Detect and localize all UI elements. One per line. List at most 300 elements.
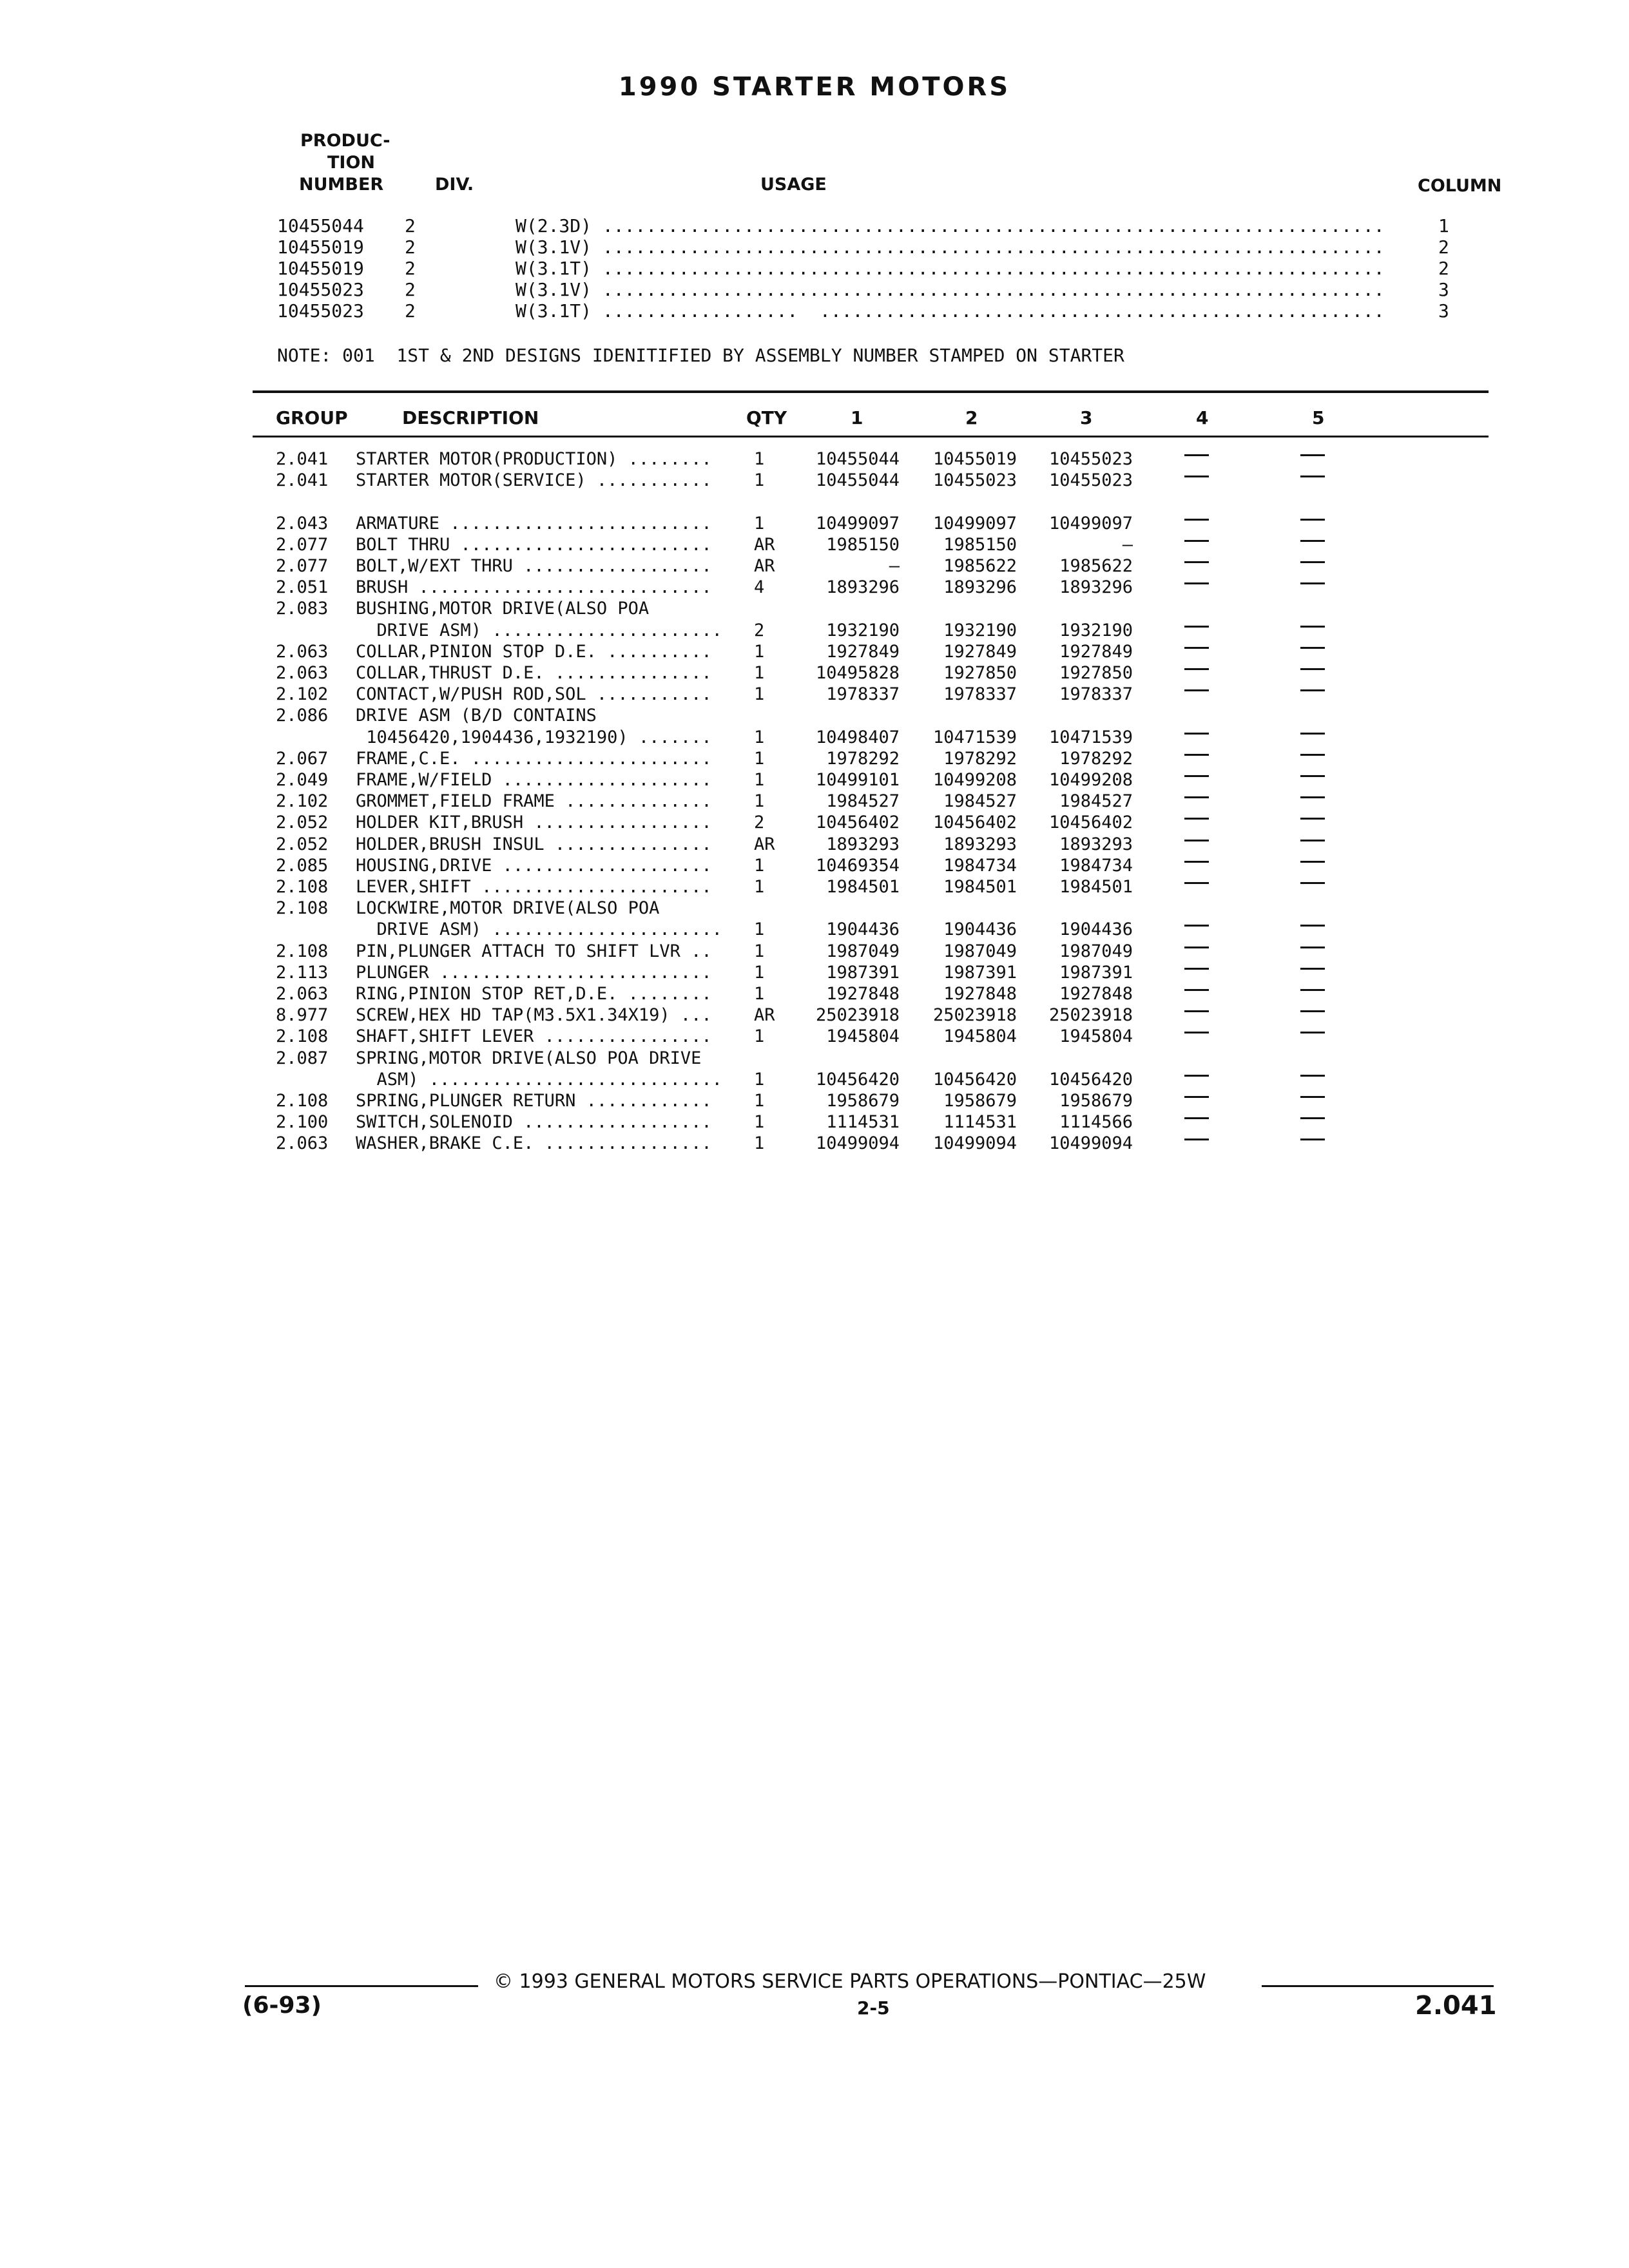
row-col2: 1893296: [943, 577, 1017, 598]
row-description: SPRING,PLUNGER RETURN ............: [356, 1091, 712, 1111]
col4-dash: [1184, 1032, 1209, 1033]
col4-dash: [1184, 647, 1209, 649]
row-description: CONTACT,W/PUSH ROD,SOL ...........: [356, 684, 712, 705]
row-qty: 1: [754, 877, 765, 897]
row-group: 8.977: [276, 1005, 329, 1026]
row-group: 2.052: [276, 812, 329, 833]
row-col2: 1984501: [943, 877, 1017, 897]
production-column: 3: [1438, 300, 1449, 322]
production-column: 3: [1438, 279, 1449, 300]
row-col3: 1987049: [1059, 941, 1133, 961]
col-header-group: GROUP: [276, 407, 348, 428]
row-qty: 1: [754, 449, 765, 469]
col5-dash: [1300, 1096, 1325, 1098]
row-description: GROMMET,FIELD FRAME ..............: [356, 791, 712, 812]
row-col2: 10456402: [932, 812, 1017, 833]
usage-header: USAGE: [760, 175, 827, 195]
row-qty: AR: [754, 834, 775, 854]
row-col1: 10469354: [815, 855, 900, 876]
row-description: HOLDER,BRUSH INSUL ...............: [356, 834, 712, 854]
div-header: DIV.: [435, 175, 474, 195]
row-description: LEVER,SHIFT ......................: [356, 877, 712, 897]
row-description: SWITCH,SOLENOID ..................: [356, 1112, 712, 1133]
row-description: STARTER MOTOR(SERVICE) ...........: [356, 470, 712, 491]
row-group: 2.063: [276, 1133, 329, 1154]
col5-dash: [1300, 689, 1325, 691]
col4-dash: [1184, 454, 1209, 456]
row-col1: 1927848: [826, 984, 900, 1004]
row-qty: 1: [754, 1026, 765, 1047]
row-col1: 1893296: [826, 577, 900, 598]
col4-dash: [1184, 1117, 1209, 1119]
row-description: SCREW,HEX HD TAP(M3.5X1.34X19) ...: [356, 1005, 712, 1026]
row-col2: 1984527: [943, 791, 1017, 812]
col5-dash: [1300, 882, 1325, 884]
table-row: [0, 1070, 1629, 1091]
table-row: [0, 535, 1629, 556]
row-description: DRIVE ASM) ......................: [356, 620, 722, 640]
row-group: 2.113: [276, 962, 329, 983]
production-column: 1: [1438, 215, 1449, 236]
row-description: 10456420,1904436,1932190) .......: [356, 727, 712, 747]
production-div: 2: [405, 279, 416, 300]
row-group: 2.108: [276, 898, 329, 919]
row-col1: 1893293: [826, 834, 900, 854]
col4-dash: [1184, 989, 1209, 991]
row-group: 2.087: [276, 1048, 329, 1068]
row-col3: 10456402: [1048, 812, 1133, 833]
table-row: [0, 1026, 1629, 1048]
row-qty: 1: [754, 1112, 765, 1133]
row-col2: 10456420: [932, 1069, 1017, 1090]
production-usage: W(2.3D) ........................................................................: [516, 215, 1385, 236]
row-col3: 1927850: [1059, 663, 1133, 683]
table-row: [0, 834, 1629, 856]
col4-dash: [1184, 689, 1209, 691]
col4-dash: [1184, 882, 1209, 884]
production-column: 2: [1438, 258, 1449, 279]
col5-dash: [1300, 476, 1325, 477]
row-col3: 1978337: [1059, 684, 1133, 705]
row-description: BUSHING,MOTOR DRIVE(ALSO POA: [356, 599, 650, 619]
row-qty: 2: [754, 620, 765, 640]
row-group: 2.085: [276, 855, 329, 876]
row-description: BOLT,W/EXT THRU ..................: [356, 556, 712, 576]
row-col2: 1987049: [943, 941, 1017, 961]
table-row: [0, 1091, 1629, 1112]
row-qty: 1: [754, 641, 765, 662]
col4-dash: [1184, 668, 1209, 670]
table-row: [0, 642, 1629, 663]
table-row: [0, 449, 1629, 470]
col5-dash: [1300, 925, 1325, 927]
row-col2: 1958679: [943, 1091, 1017, 1111]
col4-dash: [1184, 476, 1209, 477]
row-col1: 10499094: [815, 1133, 900, 1154]
col4-dash: [1184, 818, 1209, 820]
prod-header-line3: NUMBER: [299, 175, 384, 195]
col5-dash: [1300, 1010, 1325, 1012]
col5-dash: [1300, 1075, 1325, 1077]
row-group: 2.077: [276, 556, 329, 576]
col5-dash: [1300, 1117, 1325, 1119]
col-header-3: 3: [1080, 407, 1093, 428]
row-col1: 25023918: [815, 1005, 900, 1026]
row-col1: 1987391: [826, 962, 900, 983]
row-qty: 1: [754, 791, 765, 812]
row-col1: 10456420: [815, 1069, 900, 1090]
table-row: [0, 941, 1629, 963]
row-qty: 1: [754, 684, 765, 705]
row-qty: 4: [754, 577, 765, 598]
row-col3: 1945804: [1059, 1026, 1133, 1047]
col4-dash: [1184, 754, 1209, 756]
row-description: PIN,PLUNGER ATTACH TO SHIFT LVR ..: [356, 941, 712, 961]
col5-dash: [1300, 1032, 1325, 1033]
col5-dash: [1300, 796, 1325, 798]
col4-dash: [1184, 775, 1209, 777]
row-col3: 1932190: [1059, 620, 1133, 640]
row-col3: 10499094: [1048, 1133, 1133, 1154]
production-usage: W(3.1T) .................. ....................................................: [516, 300, 1385, 322]
production-number: 10455019: [277, 236, 364, 258]
prod-header-line1: PRODUC-: [300, 131, 390, 151]
header-bottom-rule: [253, 436, 1489, 437]
col4-dash: [1184, 796, 1209, 798]
row-qty: 1: [754, 941, 765, 961]
row-qty: 1: [754, 855, 765, 876]
row-description: BOLT THRU ........................: [356, 534, 712, 555]
row-qty: AR: [754, 534, 775, 555]
row-col2: 25023918: [932, 1005, 1017, 1026]
production-div: 2: [405, 236, 416, 258]
row-qty: 1: [754, 513, 765, 533]
row-qty: 1: [754, 962, 765, 983]
row-col2: 10499097: [932, 513, 1017, 533]
col5-dash: [1300, 818, 1325, 820]
production-div: 2: [405, 258, 416, 279]
row-group: 2.063: [276, 984, 329, 1004]
table-row: [0, 1048, 1629, 1070]
row-col2: 10499208: [932, 770, 1017, 790]
table-row: [0, 663, 1629, 684]
production-usage: W(3.1V) ........................................................................: [516, 279, 1385, 300]
row-col3: 1927849: [1059, 641, 1133, 662]
row-col1: 1984501: [826, 877, 900, 897]
header-top-rule: [253, 390, 1489, 393]
col4-dash: [1184, 1075, 1209, 1077]
row-group: 2.052: [276, 834, 329, 854]
row-description: WASHER,BRAKE C.E. ................: [356, 1133, 712, 1154]
col5-dash: [1300, 582, 1325, 584]
col4-dash: [1184, 519, 1209, 521]
row-group: 2.041: [276, 449, 329, 469]
row-col3: 1927848: [1059, 984, 1133, 1004]
page-number: 2-5: [857, 1997, 890, 2019]
row-group: 2.086: [276, 706, 329, 726]
row-description: STARTER MOTOR(PRODUCTION) ........: [356, 449, 712, 469]
table-row: [0, 599, 1629, 620]
row-qty: 1: [754, 470, 765, 491]
row-description: PLUNGER ..........................: [356, 962, 712, 983]
row-col1: 1945804: [826, 1026, 900, 1047]
row-col3: 1904436: [1059, 919, 1133, 940]
row-description: HOLDER KIT,BRUSH .................: [356, 812, 712, 833]
row-col1: 1984527: [826, 791, 900, 812]
row-qty: 2: [754, 812, 765, 833]
row-group: 2.108: [276, 1026, 329, 1047]
row-group: 2.083: [276, 599, 329, 619]
row-col3: 25023918: [1048, 1005, 1133, 1026]
row-col2: 1893293: [943, 834, 1017, 854]
row-group: 2.100: [276, 1112, 329, 1133]
table-row: [0, 770, 1629, 791]
row-col2: 1904436: [943, 919, 1017, 940]
row-col2: 10499094: [932, 1133, 1017, 1154]
row-col3: 10471539: [1048, 727, 1133, 747]
row-col1: 10498407: [815, 727, 900, 747]
col4-dash: [1184, 1096, 1209, 1098]
row-group: 2.077: [276, 534, 329, 555]
col5-dash: [1300, 454, 1325, 456]
row-group: 2.043: [276, 513, 329, 533]
copyright-line: © 1993 GENERAL MOTORS SERVICE PARTS OPERATIONS—PONTIAC—25W: [494, 1970, 1206, 1993]
table-row: [0, 684, 1629, 706]
table-row: [0, 812, 1629, 834]
row-col1: 1932190: [826, 620, 900, 640]
row-qty: 1: [754, 748, 765, 769]
row-group: 2.051: [276, 577, 329, 598]
row-qty: 1: [754, 770, 765, 790]
production-number: 10455044: [277, 215, 364, 236]
row-group: 2.049: [276, 770, 329, 790]
col5-dash: [1300, 561, 1325, 563]
row-col1: 1978292: [826, 748, 900, 769]
row-col3: 1987391: [1059, 962, 1133, 983]
col4-dash: [1184, 626, 1209, 628]
row-col1: 10499097: [815, 513, 900, 533]
column-header: COLUMN: [1418, 176, 1502, 196]
row-description: SPRING,MOTOR DRIVE(ALSO POA DRIVE: [356, 1048, 702, 1068]
row-col3: 10456420: [1048, 1069, 1133, 1090]
table-row: [0, 749, 1629, 770]
col5-dash: [1300, 1139, 1325, 1140]
table-row: [0, 556, 1629, 577]
col5-dash: [1300, 668, 1325, 670]
col5-dash: [1300, 647, 1325, 649]
row-col3: 1114566: [1059, 1112, 1133, 1133]
row-col3: 10455023: [1048, 470, 1133, 491]
row-description: HOUSING,DRIVE ....................: [356, 855, 712, 876]
row-description: ARMATURE .........................: [356, 513, 712, 533]
row-col2: 1945804: [943, 1026, 1017, 1047]
table-row: [0, 919, 1629, 941]
production-number: 10455023: [277, 300, 364, 322]
row-col1: 10456402: [815, 812, 900, 833]
col5-dash: [1300, 754, 1325, 756]
row-qty: 1: [754, 1069, 765, 1090]
row-col2: 10471539: [932, 727, 1017, 747]
row-col2: 1932190: [943, 620, 1017, 640]
row-description: FRAME,W/FIELD ....................: [356, 770, 712, 790]
table-row: [0, 727, 1629, 749]
col5-dash: [1300, 989, 1325, 991]
row-col3: 10499097: [1048, 513, 1133, 533]
prod-header-line2: TION: [327, 153, 376, 173]
table-row: [0, 470, 1629, 492]
row-description: SHAFT,SHIFT LEVER ................: [356, 1026, 712, 1047]
row-col1: 1904436: [826, 919, 900, 940]
col4-dash: [1184, 925, 1209, 927]
col5-dash: [1300, 540, 1325, 542]
row-col1: 10455044: [815, 449, 900, 469]
row-col2: 10455023: [932, 470, 1017, 491]
row-description: COLLAR,THRUST D.E. ...............: [356, 663, 712, 683]
col4-dash: [1184, 582, 1209, 584]
row-col3: 1893293: [1059, 834, 1133, 854]
row-group: 2.041: [276, 470, 329, 491]
production-usage: W(3.1V) ........................................................................: [516, 236, 1385, 258]
row-col2: 1927849: [943, 641, 1017, 662]
row-group: 2.102: [276, 791, 329, 812]
row-description: COLLAR,PINION STOP D.E. ..........: [356, 641, 712, 662]
row-col3: 1893296: [1059, 577, 1133, 598]
col4-dash: [1184, 1139, 1209, 1140]
col5-dash: [1300, 968, 1325, 970]
assembly-note: NOTE: 001 1ST & 2ND DESIGNS IDENITIFIED BY ASSEMBLY NUMBER STAMPED ON STARTER: [277, 345, 1124, 366]
row-col3: 10455023: [1048, 449, 1133, 469]
table-row: [0, 706, 1629, 727]
table-row: [0, 1133, 1629, 1155]
col4-dash: [1184, 561, 1209, 563]
table-row: [0, 514, 1629, 535]
row-col1: 1987049: [826, 941, 900, 961]
row-col1: 10455044: [815, 470, 900, 491]
row-col2: 1978337: [943, 684, 1017, 705]
row-qty: AR: [754, 1005, 775, 1026]
col-header-5: 5: [1312, 407, 1325, 428]
col-header-1: 1: [851, 407, 863, 428]
row-col1: 1958679: [826, 1091, 900, 1111]
col5-dash: [1300, 519, 1325, 521]
row-col1: —: [889, 556, 900, 576]
col-header-description: DESCRIPTION: [402, 407, 539, 428]
row-description: BRUSH ............................: [356, 577, 712, 598]
table-row: [0, 620, 1629, 642]
col-header-2: 2: [965, 407, 978, 428]
row-col3: 1958679: [1059, 1091, 1133, 1111]
footer-rule-left: [245, 1985, 478, 1987]
row-col2: 1985150: [943, 534, 1017, 555]
row-qty: 1: [754, 919, 765, 940]
row-col3: 1978292: [1059, 748, 1133, 769]
row-qty: AR: [754, 556, 775, 576]
revision-date: (6-93): [242, 1992, 322, 2019]
col4-dash: [1184, 968, 1209, 970]
footer-rule-right: [1262, 1985, 1494, 1987]
col5-dash: [1300, 626, 1325, 628]
table-row: [0, 1112, 1629, 1133]
row-col2: 10455019: [932, 449, 1017, 469]
row-col3: 10499208: [1048, 770, 1133, 790]
col5-dash: [1300, 840, 1325, 841]
row-col2: 1978292: [943, 748, 1017, 769]
col4-dash: [1184, 840, 1209, 841]
row-col2: 1987391: [943, 962, 1017, 983]
row-qty: 1: [754, 984, 765, 1004]
col5-dash: [1300, 861, 1325, 863]
row-description: FRAME,C.E. .......................: [356, 748, 712, 769]
table-row: [0, 791, 1629, 812]
table-row: [0, 898, 1629, 919]
production-number: 10455019: [277, 258, 364, 279]
row-group: 2.067: [276, 748, 329, 769]
col5-dash: [1300, 947, 1325, 948]
row-col3: 1984734: [1059, 855, 1133, 876]
row-col2: 1927848: [943, 984, 1017, 1004]
table-row: [0, 877, 1629, 898]
row-group: 2.063: [276, 663, 329, 683]
col4-dash: [1184, 1010, 1209, 1012]
col5-dash: [1300, 775, 1325, 777]
row-group: 2.108: [276, 1091, 329, 1111]
row-col1: 1114531: [826, 1112, 900, 1133]
table-row: [0, 577, 1629, 599]
row-qty: 1: [754, 663, 765, 683]
table-row: [0, 856, 1629, 877]
section-number: 2.041: [1415, 1991, 1497, 2021]
row-col1: 10499101: [815, 770, 900, 790]
row-col2: 1984734: [943, 855, 1017, 876]
row-group: 2.102: [276, 684, 329, 705]
col4-dash: [1184, 947, 1209, 948]
col4-dash: [1184, 540, 1209, 542]
row-col3: 1984527: [1059, 791, 1133, 812]
production-usage: W(3.1T) ........................................................................: [516, 258, 1385, 279]
row-qty: 1: [754, 1091, 765, 1111]
col-header-qty: QTY: [746, 407, 787, 428]
row-description: ASM) ............................: [356, 1069, 722, 1090]
col4-dash: [1184, 733, 1209, 735]
row-group: 2.108: [276, 877, 329, 897]
row-description: LOCKWIRE,MOTOR DRIVE(ALSO POA: [356, 898, 660, 919]
col5-dash: [1300, 733, 1325, 735]
table-row: [0, 1005, 1629, 1026]
row-qty: 1: [754, 727, 765, 747]
production-number: 10455023: [277, 279, 364, 300]
production-div: 2: [405, 215, 416, 236]
row-col2: 1927850: [943, 663, 1017, 683]
row-col1: 1985150: [826, 534, 900, 555]
row-description: DRIVE ASM (B/D CONTAINS: [356, 706, 597, 726]
row-col2: 1114531: [943, 1112, 1017, 1133]
row-col3: —: [1122, 534, 1133, 555]
row-description: DRIVE ASM) ......................: [356, 919, 722, 940]
page-title: 1990 STARTER MOTORS: [618, 72, 1011, 102]
row-col3: 1985622: [1059, 556, 1133, 576]
table-row: [0, 963, 1629, 984]
row-col1: 1927849: [826, 641, 900, 662]
production-div: 2: [405, 300, 416, 322]
row-col1: 10495828: [815, 663, 900, 683]
row-col2: 1985622: [943, 556, 1017, 576]
production-column: 2: [1438, 236, 1449, 258]
row-group: 2.108: [276, 941, 329, 961]
row-description: RING,PINION STOP RET,D.E. ........: [356, 984, 712, 1004]
col-header-4: 4: [1196, 407, 1209, 428]
row-qty: 1: [754, 1133, 765, 1154]
row-group: 2.063: [276, 641, 329, 662]
